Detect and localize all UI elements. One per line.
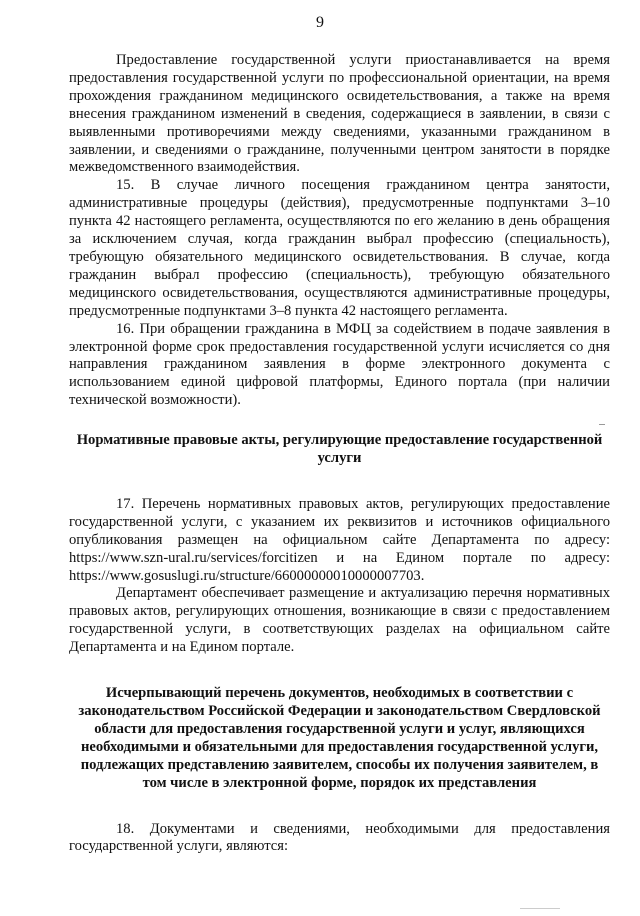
paragraph-18: 18. Документами и сведениями, необходимыми для предоставления государственной услуги, являются: <box>69 820 610 855</box>
section-heading-legal-acts: Нормативные правовые акты, регулирующие предоставление государственной услуги <box>76 432 603 467</box>
paragraph-suspension: Предоставление государственной услуги приостанавливается на время предоставления государственной услуги по профессиональной ориентации, на время прохождения гражданином медицинского освидетельствования, а также на время внесения гражданином изменений в сведения, содержащиеся в заявлении, в связи с выявленными противоречиями между сведениями, указанными гражданином в заявлении, и сведениями о гражданине, полученными центром занятости в порядке межведомственного взаимодействия. <box>69 52 610 176</box>
paragraph-department: Департамент обеспечивает размещение и актуализацию перечня нормативных правовых актов, регулирующих отношения, возникающие в связи с предоставлением государственной услуги, в соответствующих разделах на официальном сайте Департамента и на Едином портале. <box>69 585 610 656</box>
scan-speck <box>520 908 560 909</box>
paragraph-17: 17. Перечень нормативных правовых актов, регулирующих предоставление государственной услуги, с указанием их реквизитов и источников официального опубликования размещен на официальном сайте Департамента по адресу: https://www.szn-ural.ru/services/forcitizen и на Едином портале по адресу: https://www.gosuslugi.ru/structure/66000000010000007703. <box>69 495 610 584</box>
page-content <box>69 52 610 856</box>
scan-speck <box>599 424 605 425</box>
page-number: 9 <box>316 14 324 31</box>
section-heading-documents: Исчерпывающий перечень документов, необходимых в соответствии с законодательством Российской Федерации и законодательством Свердловской области для предоставления государственной услуги и услуг, являющихся необходимыми и обязательными для предоставления государственной услуги, подлежащих представлению заявителем, способы их получения заявителем, в том числе в электронной форме, порядок их представления <box>78 685 601 791</box>
paragraph-15: 15. В случае личного посещения гражданином центра занятости, административные процедуры (действия), предусмотренные подпунктами 3–10 пункта 42 настоящего регламента, осуществляются по его желанию в день обращения за исключением случая, когда гражданин выбрал профессию (специальность), требующую обязательного медицинского освидетельствования. В случае, когда гражданин выбрал профессию (специальность), требующую обязательного медицинского освидетельствования, осуществляются административные процедуры, предусмотренные подпунктами 3–8 пункта 42 настоящего регламента. <box>69 177 610 319</box>
paragraph-16: 16. При обращении гражданина в МФЦ за содействием в подаче заявления в электронной форме срок предоставления государственной услуги исчисляется со дня направления гражданином заявления в форме электронного документа с использованием единой цифровой платформы, Единого портала (при наличии технической возможности). <box>69 320 610 409</box>
